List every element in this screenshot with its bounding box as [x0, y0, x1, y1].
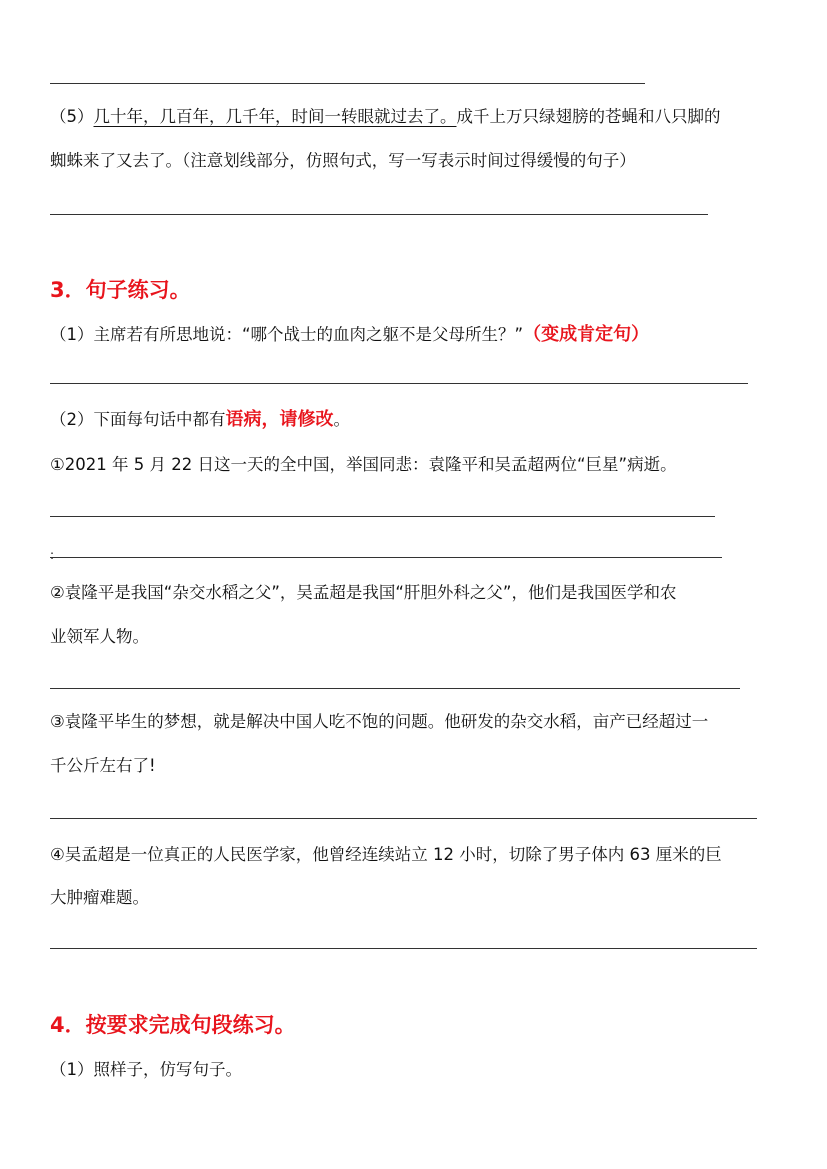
answer-line[interactable]: [50, 557, 722, 558]
answer-line[interactable]: [50, 818, 757, 819]
section-3-q2: [50, 408, 350, 432]
item-3: ③袁隆平毕生的梦想，就是解决中国人吃不饱的问题。他研发的杂交水稻，亩产已经超过一: [50, 712, 709, 731]
underlined-phrase: 几十年，几百年，几千年，时间一转眼就过去了。: [93, 107, 457, 126]
question-text: 成千上万只绿翅膀的苍蝇和八只脚的: [456, 107, 721, 126]
item-2-line2: 业领军人物。: [50, 627, 149, 646]
section-4-title: 4．按要求完成句段练习。: [50, 1013, 296, 1037]
colon-mark: :: [50, 548, 55, 562]
answer-line[interactable]: [50, 516, 715, 517]
question-5-line2: 蜘蛛来了又去了。（注意划线部分，仿照句式，写一写表示时间过得缓慢的句子）: [50, 151, 636, 170]
question-label: （5）: [50, 107, 94, 126]
question-text: （2）下面每句话中都有: [50, 410, 226, 429]
question-text: （1）主席若有所思地说：“哪个战士的血肉之躯不是父母所生？”: [50, 325, 524, 344]
answer-line[interactable]: [50, 214, 708, 215]
answer-line[interactable]: [50, 83, 645, 84]
section-4-q1: （1）照样子，仿写句子。: [50, 1060, 242, 1079]
item-4: ④吴孟超是一位真正的人民医学家，他曾经连续站立 12 小时，切除了男子体内 63 厘米的巨: [50, 845, 722, 864]
answer-line[interactable]: [50, 948, 757, 949]
section-3-q1: [50, 323, 649, 347]
question-5: [50, 105, 721, 129]
question-hint: （变成肯定句）: [523, 324, 650, 345]
item-3-line2: 千公斤左右了!: [50, 756, 156, 775]
answer-line[interactable]: [50, 383, 748, 384]
section-3-title: 3．句子练习。: [50, 278, 191, 302]
item-1: ①2021 年 5 月 22 日这一天的全中国，举国同悲：袁隆平和吴孟超两位“巨星”病逝。: [50, 455, 677, 474]
item-4-line2: 大肿瘤难题。: [50, 888, 149, 907]
question-emphasis: 语病，请修改: [225, 409, 334, 430]
answer-line[interactable]: [50, 688, 740, 689]
item-2: ②袁隆平是我国“杂交水稻之父”，吴孟超是我国“肝胆外科之父”，他们是我国医学和农: [50, 583, 677, 602]
question-end: 。: [333, 410, 350, 429]
